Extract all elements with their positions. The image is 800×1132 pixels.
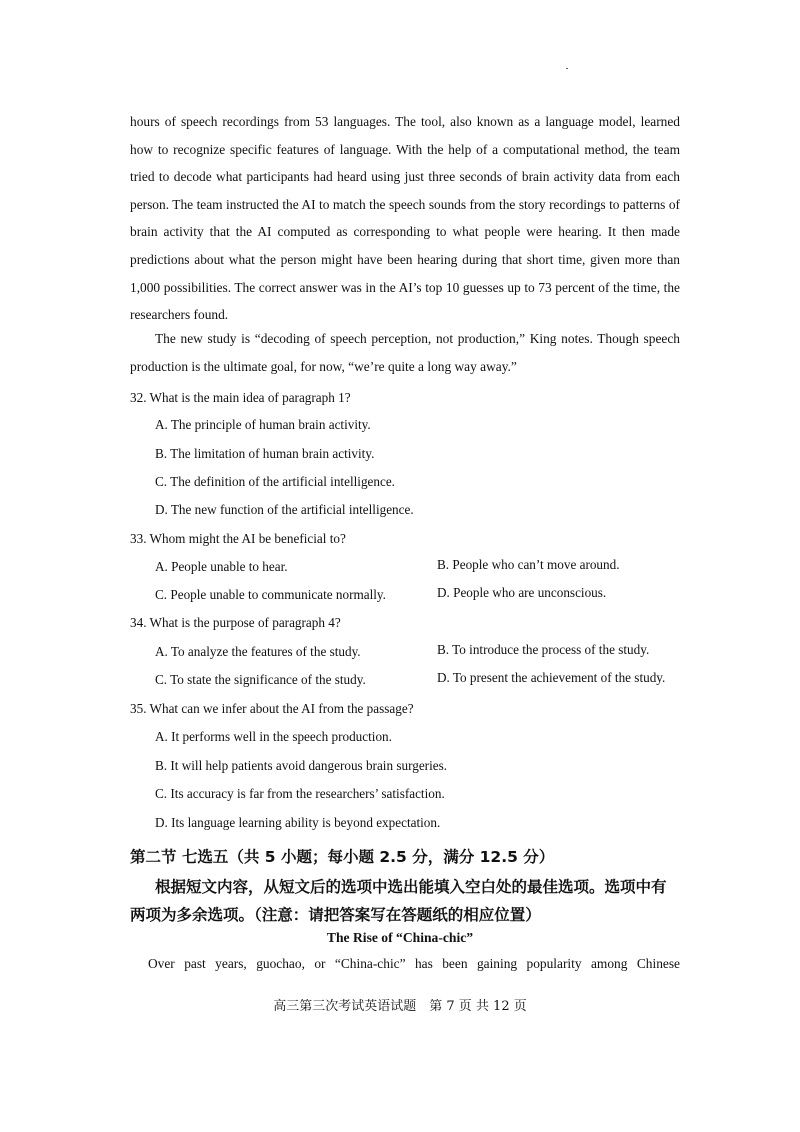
question-34-stem: 34. What is the purpose of paragraph 4? xyxy=(130,615,341,630)
question-34-option-b: B. To introduce the process of the study. xyxy=(437,642,650,657)
question-33-option-d: D. People who are unconscious. xyxy=(437,585,607,600)
question-35-option-b: B. It will help patients avoid dangerous brain surgeries. xyxy=(155,758,448,773)
question-34-option-a: A. To analyze the features of the study. xyxy=(155,644,361,659)
question-34-option-c: C. To state the significance of the study. xyxy=(155,672,366,687)
question-32-stem: 32. What is the main idea of paragraph 1? xyxy=(130,390,351,405)
question-32-option-c: C. The definition of the artificial intelligence. xyxy=(155,474,395,489)
question-35-option-d: D. Its language learning ability is beyond expectation. xyxy=(155,815,441,830)
section-2-directions: 根据短文内容，从短文后的选项中选出能填入空白处的最佳选项。选项中有两项为多余选项。（注意：请把答案写在答题纸的相应位置） xyxy=(130,878,667,924)
section-2-title: 第二节 七选五（共 5 小题；每小题 2.5 分，满分 12.5 分） xyxy=(130,848,555,866)
passage-paragraph-continued: hours of speech recordings from 53 languages. The tool, also known as a language model, learned how to recognize specific features of language. With the help of a computational method, the team tried to decode what participants had heard using just three seconds of brain activity data from each person. The team instructed the AI to match the speech sounds from the story recordings to patterns of brain activity that the AI computed as corresponding to what people were hearing. It then made predictions about what the person might have been hearing during that short time, given more than 1,000 possibilities. The correct answer was in the AI’s top 10 guesses up to 73 percent of the time, the researchers found. xyxy=(130,114,680,323)
passage-paragraph-last: The new study is “decoding of speech perception, not production,” King notes. Though speech production is the ultimate goal, for now, “we’re quite a long way away.” xyxy=(130,331,680,374)
page-footer: 高三第三次考试英语试题 第 7 页 共 12 页 xyxy=(273,999,527,1014)
question-32-option-a: A. The principle of human brain activity. xyxy=(155,417,371,432)
question-33-option-a: A. People unable to hear. xyxy=(155,559,288,574)
question-35-option-c: C. Its accuracy is far from the researchers’ satisfaction. xyxy=(155,786,445,801)
question-33-option-b: B. People who can’t move around. xyxy=(437,557,620,572)
scan-speck xyxy=(566,68,568,69)
passage-first-line: Over past years, guochao, or “China-chic” has been gaining popularity among Chinese xyxy=(148,956,680,971)
question-35-option-a: A. It performs well in the speech production. xyxy=(155,729,392,744)
question-33-stem: 33. Whom might the AI be beneficial to? xyxy=(130,531,346,546)
question-32-option-b: B. The limitation of human brain activity. xyxy=(155,446,375,461)
question-34-option-d: D. To present the achievement of the study. xyxy=(437,670,666,685)
question-35-stem: 35. What can we infer about the AI from the passage? xyxy=(130,701,414,716)
question-33-option-c: C. People unable to communicate normally. xyxy=(155,587,386,602)
passage-title: The Rise of “China-chic” xyxy=(326,930,474,945)
question-32-option-d: D. The new function of the artificial intelligence. xyxy=(155,502,414,517)
